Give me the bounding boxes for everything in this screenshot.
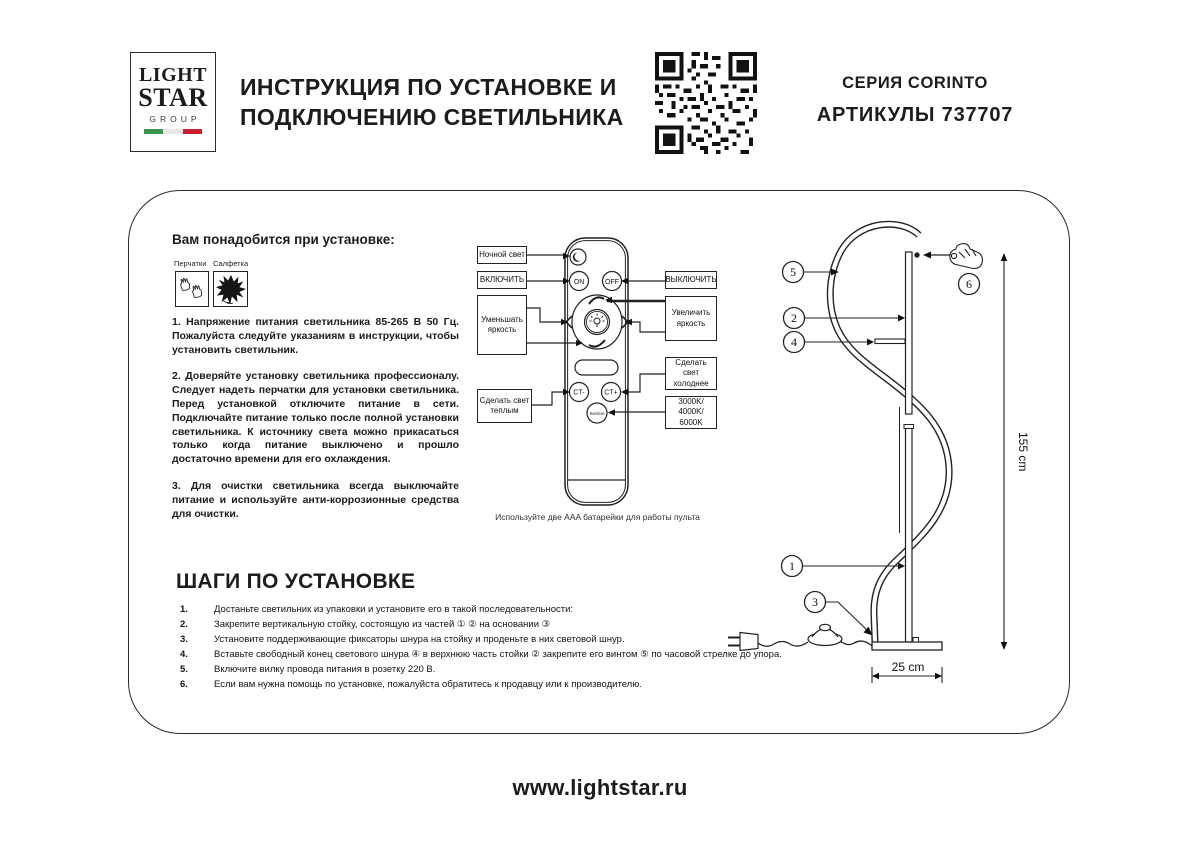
screw-dot (915, 253, 919, 257)
step-number: 5. (180, 664, 188, 675)
step-number: 6. (180, 679, 188, 690)
hand-icon (950, 244, 983, 269)
step-row (180, 617, 940, 632)
note-1: 1. Напряжение питания светильника 85-265 В 50 Гц. Пожалуйста следуйте указаниям в инструкции, чтобы установить светильник. (172, 316, 459, 356)
qr-code (655, 50, 757, 156)
title-line-2: ПОДКЛЮЧЕНИЮ СВЕТИЛЬНИКА (240, 104, 624, 130)
website-url: www.lightstar.ru (512, 775, 688, 800)
logo-text-star: STAR (138, 83, 208, 112)
note-2: 2. Доверяйте установку светильника профессионалу. Следует надеть перчатки для установки светильника. Перед установкой отключите питание в сети. Подключайте питание только после полной установки светильника. К источнику света можно прикасаться только когда питание выключено и прошло достаточно времени для его охлаждения. (172, 370, 459, 466)
document-title (240, 72, 680, 132)
brightness-up-arrow (589, 297, 604, 304)
step-number: 3. (180, 634, 188, 645)
width-label: 25 cm (891, 660, 925, 674)
callout-1: 1 (789, 559, 795, 573)
cord-clip (875, 339, 905, 344)
article-number: АРТИКУЛЫ 737707 (816, 104, 1014, 126)
turn-off-label: ВЫКЛЮЧИТЬ (665, 271, 717, 289)
safety-notes (172, 316, 459, 534)
napkin-label: Салфетка (213, 259, 249, 268)
step-row (180, 662, 940, 677)
step-text: Закрепите вертикальную стойку, состоящую из частей ① ② на основании ③ (214, 619, 551, 630)
italian-flag-bar (144, 129, 202, 134)
bulb-icon (590, 314, 605, 327)
step-number: 1. (180, 604, 188, 615)
steps-heading: ШАГИ ПО УСТАНОВКЕ (176, 570, 416, 593)
series-article-block (800, 74, 1030, 127)
turn-on-label: ВКЛЮЧИТЬ (477, 271, 527, 289)
step-number: 4. (180, 649, 188, 660)
battery-note: Используйте две AAA батарейки для работы пульта (495, 512, 700, 522)
step-row (180, 647, 940, 662)
kelvin-options-label: 3000K/ 4000K/ 6000K (665, 396, 717, 429)
logo-text-light: LIGHT (138, 64, 208, 86)
note-3: 3. Для очистки светильника всегда выключайте питание и используйте анти-коррозионные средства для очистки. (172, 479, 459, 520)
callout-2: 2 (791, 311, 797, 325)
step-text: Достаньте светильник из упаковки и установите его в такой последовательности: (214, 604, 574, 615)
prep-heading: Вам понадобится при установке: (172, 232, 395, 247)
cool-light-label: Сделать свет холоднее (665, 357, 717, 390)
gloves-label: Перчатки (174, 259, 207, 268)
callout-6: 6 (966, 277, 972, 291)
lightstar-logo (130, 52, 216, 152)
step-row (180, 602, 940, 617)
step-number: 2. (180, 619, 188, 630)
ct-minus-button-label: CT- (573, 389, 585, 397)
night-light-label: Ночной свет (477, 246, 527, 264)
callout-3: 3 (812, 595, 818, 609)
brightness-down-arrow (589, 340, 605, 347)
decrease-brightness-label: Уменьшать яркость (477, 295, 527, 355)
callout-4: 4 (791, 335, 797, 349)
gloves-pictogram (175, 271, 209, 307)
increase-brightness-label: Увеличить яркость (665, 296, 717, 341)
off-button-label: OFF (605, 279, 619, 286)
callout-5: 5 (790, 265, 796, 279)
section-button-label: Section (589, 411, 605, 416)
on-button-label: ON (573, 279, 585, 286)
step-text: Включите вилку провода питания в розетку 220 В. (214, 664, 436, 675)
night-light-moon-icon (573, 253, 581, 262)
steps-list (180, 602, 940, 692)
step-text: Установите поддерживающие фиксаторы шнура на стойку и проденьте в них световой шнур. (214, 634, 625, 645)
ct-plus-button-label: CT+ (604, 389, 618, 397)
step-text: Если вам нужна помощь по установке, пожалуйста обратитесь к продавцу или к производителю. (214, 679, 642, 690)
napkin-pictogram (213, 271, 248, 307)
gloves-icon (177, 273, 207, 305)
step-row (180, 632, 940, 647)
warm-light-label: Сделать свет теплым (477, 389, 532, 423)
series-label: СЕРИЯ CORINTO (842, 74, 988, 92)
lamp-pole-upper (906, 252, 913, 414)
light-cord (830, 224, 949, 642)
height-label: 155 cm (1016, 432, 1030, 472)
lamp-callouts (782, 262, 980, 613)
logo-text-group: GROUP (149, 114, 201, 124)
napkin-icon (215, 273, 247, 305)
step-row (180, 677, 940, 692)
step-text: Вставьте свободный конец светового шнура ④ в верхнюю часть стойки ② закрепите его винтом ⑤ по часовой стрелке до упора. (214, 649, 782, 660)
title-line-1: ИНСТРУКЦИЯ ПО УСТАНОВКЕ И (240, 74, 617, 100)
